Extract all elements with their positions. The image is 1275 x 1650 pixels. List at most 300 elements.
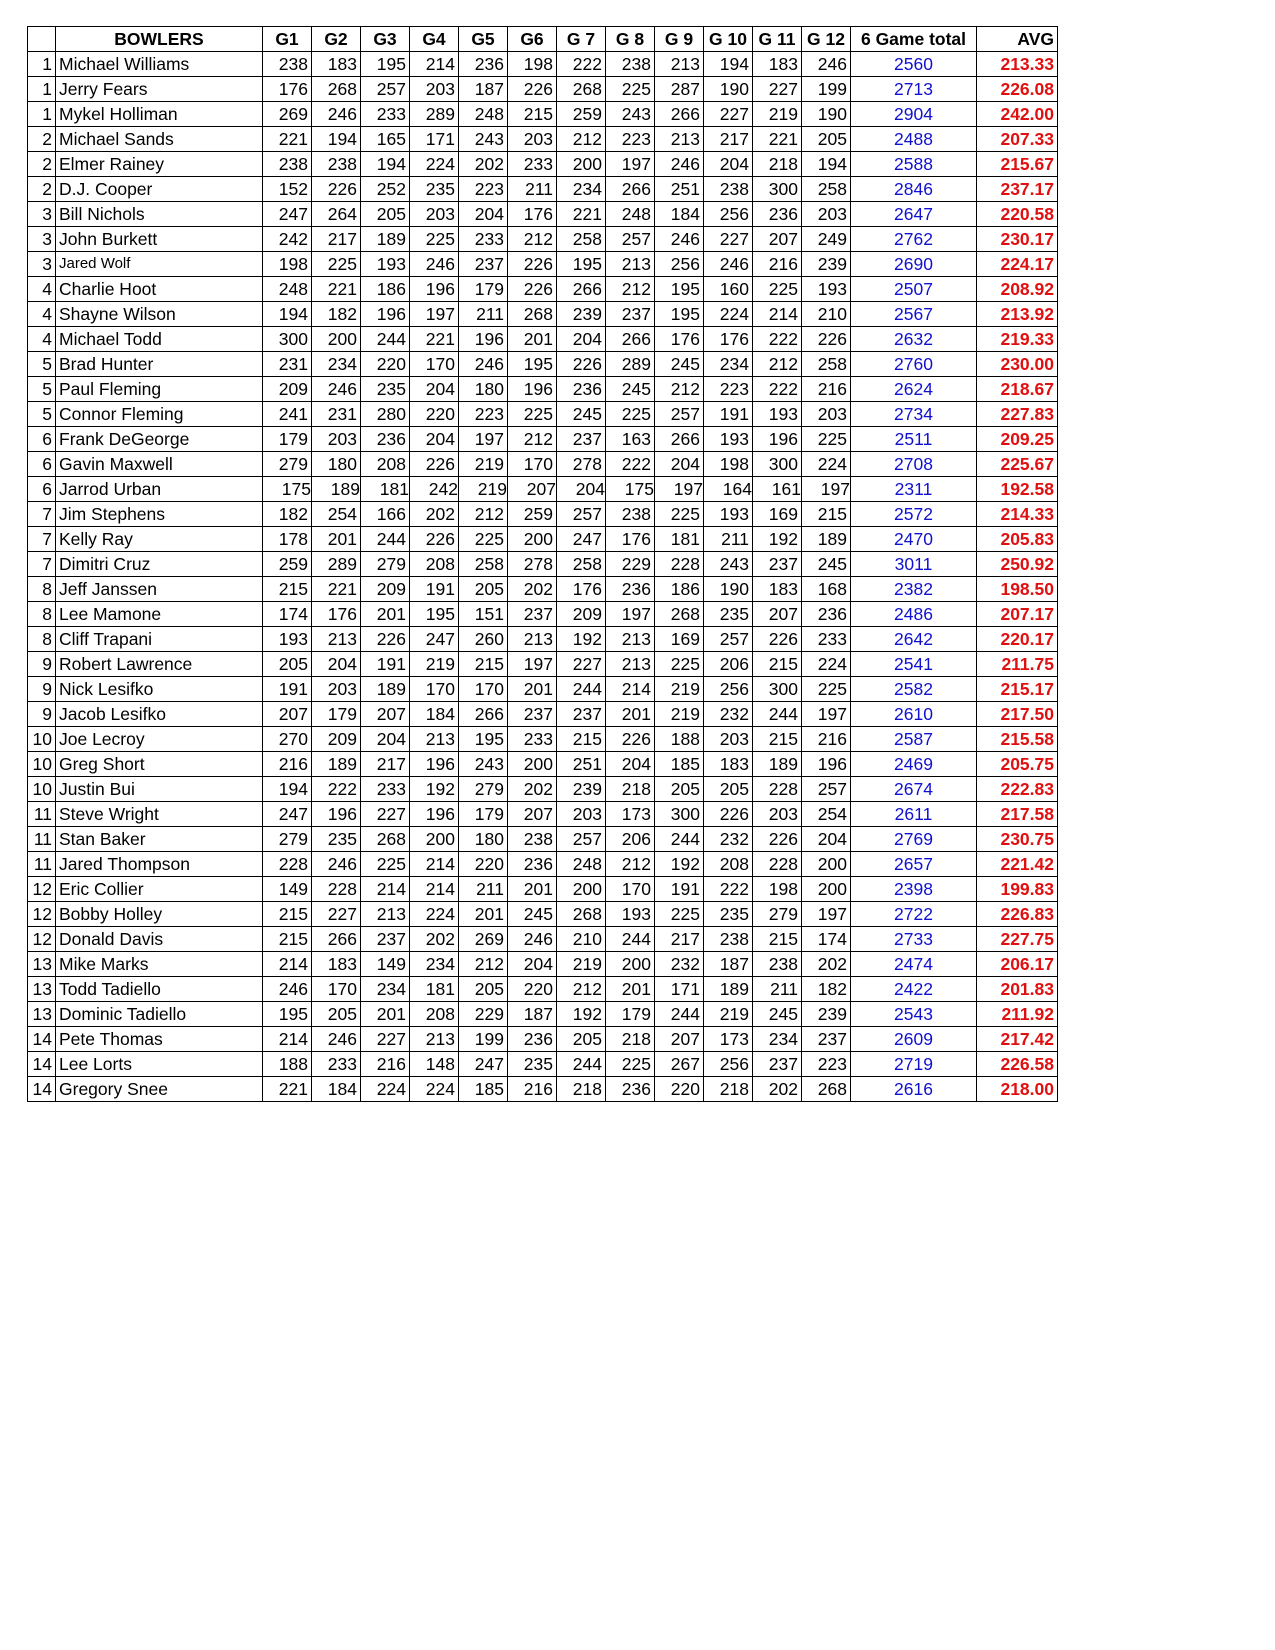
- game-score-g9: 205: [655, 777, 704, 802]
- rank-cell: 4: [28, 327, 56, 352]
- game-score-g11: 219: [753, 102, 802, 127]
- game-score-g3: 225: [361, 852, 410, 877]
- game-score-g3: 201: [361, 602, 410, 627]
- game-score-g8: 193: [606, 902, 655, 927]
- game-score-g3: 209: [361, 577, 410, 602]
- game-score-g6: 235: [508, 1052, 557, 1077]
- rank-cell: 4: [28, 302, 56, 327]
- bowler-name: Jeff Janssen: [56, 577, 263, 602]
- game-score-g9: 225: [655, 652, 704, 677]
- game-score-g11: 234: [753, 1027, 802, 1052]
- game-score-g2: 170: [312, 977, 361, 1002]
- game-score-g1: 270: [263, 727, 312, 752]
- game-score-g1: 279: [263, 827, 312, 852]
- rank-cell: 6: [28, 427, 56, 452]
- game-score-g1: 300: [263, 327, 312, 352]
- game-score-g7: 219: [557, 952, 606, 977]
- game-total: 3011: [851, 552, 977, 577]
- game-score-g3: 279: [361, 552, 410, 577]
- game-score-g1: 198: [263, 252, 312, 277]
- table-row: [28, 452, 1058, 477]
- game-score-g9: 300: [655, 802, 704, 827]
- game-score-g11: 300: [753, 452, 802, 477]
- game-score-g12: 225: [802, 427, 851, 452]
- average: 192.58: [977, 477, 1058, 502]
- game-score-g5: 211: [459, 877, 508, 902]
- game-score-g7: 200: [557, 877, 606, 902]
- game-score-g5: 205: [459, 577, 508, 602]
- table-row: [28, 702, 1058, 727]
- game-score-g11: 238: [753, 952, 802, 977]
- game-total: 2846: [851, 177, 977, 202]
- game-score-g12: 216: [802, 727, 851, 752]
- game-total: 2474: [851, 952, 977, 977]
- game-score-g2: 200: [312, 327, 361, 352]
- game-score-g6: 226: [508, 252, 557, 277]
- game-score-g4: 221: [410, 327, 459, 352]
- game-score-g2: 234: [312, 352, 361, 377]
- game-score-g7: 212: [557, 977, 606, 1002]
- average: 217.58: [977, 802, 1058, 827]
- game-score-g11: 222: [753, 377, 802, 402]
- game-score-g6: 216: [508, 1077, 557, 1102]
- game-total: 2713: [851, 77, 977, 102]
- game-score-g6: 245: [508, 902, 557, 927]
- game-score-g6: 236: [508, 852, 557, 877]
- game-score-g2: 233: [312, 1052, 361, 1077]
- rank-cell: 12: [28, 877, 56, 902]
- game-score-g8: 245: [606, 377, 655, 402]
- table-row: [28, 277, 1058, 302]
- average: 209.25: [977, 427, 1058, 452]
- game-total: 2588: [851, 152, 977, 177]
- game-score-g12: 194: [802, 152, 851, 177]
- header-g3: G3: [361, 27, 410, 52]
- game-score-g4: 224: [410, 902, 459, 927]
- game-score-g8: 225: [606, 1052, 655, 1077]
- game-score-g12: 197: [802, 902, 851, 927]
- game-score-g1: 176: [263, 77, 312, 102]
- game-score-g1: 221: [263, 1077, 312, 1102]
- game-score-g2: 194: [312, 127, 361, 152]
- average: 227.75: [977, 927, 1058, 952]
- game-score-g7: 244: [557, 1052, 606, 1077]
- game-score-g2: 209: [312, 727, 361, 752]
- table-row: [28, 852, 1058, 877]
- bowler-name: Michael Williams: [56, 52, 263, 77]
- game-score-g11: 245: [753, 1002, 802, 1027]
- game-score-g12: 174: [802, 927, 851, 952]
- game-score-g7: 204: [557, 477, 606, 502]
- header-g10: G 10: [704, 27, 753, 52]
- game-score-g4: 224: [410, 152, 459, 177]
- game-score-g8: 243: [606, 102, 655, 127]
- game-score-g8: 206: [606, 827, 655, 852]
- game-score-g1: 149: [263, 877, 312, 902]
- average: 218.00: [977, 1077, 1058, 1102]
- game-score-g12: 236: [802, 602, 851, 627]
- average: 215.67: [977, 152, 1058, 177]
- bowler-name: Lee Lorts: [56, 1052, 263, 1077]
- game-score-g11: 212: [753, 352, 802, 377]
- bowler-name: Dominic Tadiello: [56, 1002, 263, 1027]
- game-score-g2: 180: [312, 452, 361, 477]
- game-score-g8: 176: [606, 527, 655, 552]
- game-score-g7: 221: [557, 202, 606, 227]
- game-score-g1: 209: [263, 377, 312, 402]
- game-score-g10: 218: [704, 1077, 753, 1102]
- rank-cell: 5: [28, 352, 56, 377]
- game-score-g5: 212: [459, 502, 508, 527]
- game-score-g7: 278: [557, 452, 606, 477]
- game-score-g4: 191: [410, 577, 459, 602]
- game-score-g8: 213: [606, 652, 655, 677]
- game-score-g6: 212: [508, 427, 557, 452]
- game-score-g10: 176: [704, 327, 753, 352]
- game-score-g5: 196: [459, 327, 508, 352]
- game-score-g3: 227: [361, 802, 410, 827]
- game-score-g9: 225: [655, 902, 704, 927]
- game-score-g5: 170: [459, 677, 508, 702]
- game-score-g8: 248: [606, 202, 655, 227]
- game-score-g11: 227: [753, 77, 802, 102]
- bowler-name: Dimitri Cruz: [56, 552, 263, 577]
- game-score-g6: 207: [508, 802, 557, 827]
- bowler-name: Brad Hunter: [56, 352, 263, 377]
- bowler-name: Kelly Ray: [56, 527, 263, 552]
- game-score-g5: 223: [459, 402, 508, 427]
- game-score-g12: 189: [802, 527, 851, 552]
- header-avg: AVG: [977, 27, 1058, 52]
- game-score-g1: 248: [263, 277, 312, 302]
- game-score-g1: 182: [263, 502, 312, 527]
- game-score-g9: 266: [655, 427, 704, 452]
- game-score-g12: 224: [802, 452, 851, 477]
- game-score-g11: 183: [753, 577, 802, 602]
- game-score-g7: 192: [557, 1002, 606, 1027]
- game-score-g2: 264: [312, 202, 361, 227]
- game-score-g1: 174: [263, 602, 312, 627]
- game-total: 2582: [851, 677, 977, 702]
- game-score-g8: 218: [606, 777, 655, 802]
- table-row: [28, 1027, 1058, 1052]
- game-score-g7: 248: [557, 852, 606, 877]
- game-score-g4: 202: [410, 502, 459, 527]
- game-score-g6: 212: [508, 227, 557, 252]
- game-score-g3: 186: [361, 277, 410, 302]
- game-score-g7: 239: [557, 777, 606, 802]
- game-score-g9: 197: [655, 477, 704, 502]
- rank-cell: 9: [28, 702, 56, 727]
- game-score-g2: 246: [312, 102, 361, 127]
- game-score-g5: 219: [459, 477, 508, 502]
- game-score-g4: 170: [410, 677, 459, 702]
- game-score-g8: 225: [606, 402, 655, 427]
- game-score-g2: 228: [312, 877, 361, 902]
- game-score-g6: 213: [508, 627, 557, 652]
- game-score-g11: 193: [753, 402, 802, 427]
- table-row: [28, 602, 1058, 627]
- bowler-name: Michael Todd: [56, 327, 263, 352]
- game-score-g9: 188: [655, 727, 704, 752]
- game-score-g2: 221: [312, 277, 361, 302]
- average: 213.33: [977, 52, 1058, 77]
- game-score-g6: 201: [508, 677, 557, 702]
- average: 207.33: [977, 127, 1058, 152]
- game-score-g4: 196: [410, 802, 459, 827]
- game-score-g4: 242: [410, 477, 459, 502]
- header-g12: G 12: [802, 27, 851, 52]
- table-row: [28, 177, 1058, 202]
- game-score-g2: 184: [312, 1077, 361, 1102]
- game-total: 2624: [851, 377, 977, 402]
- game-total: 2616: [851, 1077, 977, 1102]
- game-score-g12: 215: [802, 502, 851, 527]
- game-total: 2657: [851, 852, 977, 877]
- table-row: [28, 877, 1058, 902]
- game-score-g4: 214: [410, 852, 459, 877]
- game-score-g8: 197: [606, 152, 655, 177]
- game-score-g10: 160: [704, 277, 753, 302]
- game-score-g12: 196: [802, 752, 851, 777]
- table-row: [28, 427, 1058, 452]
- game-score-g5: 197: [459, 427, 508, 452]
- game-score-g10: 243: [704, 552, 753, 577]
- game-score-g2: 183: [312, 952, 361, 977]
- game-score-g6: 225: [508, 402, 557, 427]
- average: 226.08: [977, 77, 1058, 102]
- rank-cell: 8: [28, 602, 56, 627]
- bowler-name: Shayne Wilson: [56, 302, 263, 327]
- game-score-g9: 185: [655, 752, 704, 777]
- game-total: 2382: [851, 577, 977, 602]
- game-score-g9: 266: [655, 102, 704, 127]
- game-score-g8: 257: [606, 227, 655, 252]
- game-score-g12: 197: [802, 477, 851, 502]
- average: 227.83: [977, 402, 1058, 427]
- rank-cell: 10: [28, 727, 56, 752]
- game-score-g3: 208: [361, 452, 410, 477]
- game-score-g7: 257: [557, 502, 606, 527]
- game-score-g3: 204: [361, 727, 410, 752]
- average: 219.33: [977, 327, 1058, 352]
- game-score-g6: 246: [508, 927, 557, 952]
- game-score-g1: 152: [263, 177, 312, 202]
- table-row: [28, 227, 1058, 252]
- game-score-g3: 213: [361, 902, 410, 927]
- average: 215.58: [977, 727, 1058, 752]
- rank-cell: 12: [28, 902, 56, 927]
- table-row: [28, 402, 1058, 427]
- game-score-g10: 224: [704, 302, 753, 327]
- rank-cell: 11: [28, 852, 56, 877]
- game-score-g9: 213: [655, 127, 704, 152]
- game-score-g7: 258: [557, 227, 606, 252]
- game-score-g2: 225: [312, 252, 361, 277]
- game-score-g12: 199: [802, 77, 851, 102]
- game-score-g3: 214: [361, 877, 410, 902]
- game-score-g2: 217: [312, 227, 361, 252]
- header-g7: G 7: [557, 27, 606, 52]
- game-score-g11: 236: [753, 202, 802, 227]
- table-row: [28, 727, 1058, 752]
- game-score-g5: 237: [459, 252, 508, 277]
- table-row: [28, 327, 1058, 352]
- game-score-g2: 205: [312, 1002, 361, 1027]
- game-score-g9: 181: [655, 527, 704, 552]
- game-score-g2: 221: [312, 577, 361, 602]
- game-score-g7: 268: [557, 902, 606, 927]
- header-total: 6 Game total: [851, 27, 977, 52]
- game-score-g6: 197: [508, 652, 557, 677]
- game-score-g3: 217: [361, 752, 410, 777]
- game-score-g10: 206: [704, 652, 753, 677]
- table-row: [28, 627, 1058, 652]
- game-score-g8: 238: [606, 502, 655, 527]
- game-score-g5: 180: [459, 377, 508, 402]
- game-score-g2: 176: [312, 602, 361, 627]
- game-score-g9: 246: [655, 152, 704, 177]
- game-total: 2609: [851, 1027, 977, 1052]
- game-score-g12: 216: [802, 377, 851, 402]
- game-score-g3: 268: [361, 827, 410, 852]
- game-score-g9: 228: [655, 552, 704, 577]
- game-score-g6: 170: [508, 452, 557, 477]
- rank-cell: 4: [28, 277, 56, 302]
- game-score-g7: 257: [557, 827, 606, 852]
- rank-cell: 13: [28, 977, 56, 1002]
- game-score-g8: 173: [606, 802, 655, 827]
- rank-cell: 14: [28, 1077, 56, 1102]
- game-score-g12: 204: [802, 827, 851, 852]
- game-score-g10: 227: [704, 102, 753, 127]
- game-score-g10: 193: [704, 427, 753, 452]
- game-score-g4: 204: [410, 427, 459, 452]
- game-score-g9: 169: [655, 627, 704, 652]
- rank-cell: 3: [28, 252, 56, 277]
- rank-cell: 8: [28, 627, 56, 652]
- game-score-g4: 247: [410, 627, 459, 652]
- game-score-g4: 170: [410, 352, 459, 377]
- game-total: 2511: [851, 427, 977, 452]
- game-score-g11: 198: [753, 877, 802, 902]
- game-score-g2: 201: [312, 527, 361, 552]
- game-score-g12: 226: [802, 327, 851, 352]
- game-score-g1: 178: [263, 527, 312, 552]
- table-row: [28, 302, 1058, 327]
- game-score-g11: 218: [753, 152, 802, 177]
- rank-cell: 10: [28, 777, 56, 802]
- game-score-g11: 202: [753, 1077, 802, 1102]
- game-score-g1: 193: [263, 627, 312, 652]
- average: 207.17: [977, 602, 1058, 627]
- game-total: 2543: [851, 1002, 977, 1027]
- game-score-g6: 278: [508, 552, 557, 577]
- game-score-g6: 215: [508, 102, 557, 127]
- game-score-g4: 171: [410, 127, 459, 152]
- game-score-g11: 244: [753, 702, 802, 727]
- game-score-g12: 203: [802, 202, 851, 227]
- bowler-name: Bobby Holley: [56, 902, 263, 927]
- game-total: 2733: [851, 927, 977, 952]
- rank-cell: 14: [28, 1052, 56, 1077]
- game-score-g2: 182: [312, 302, 361, 327]
- table-row: [28, 1052, 1058, 1077]
- game-score-g4: 234: [410, 952, 459, 977]
- bowling-scores-table: [27, 26, 1058, 1102]
- game-score-g2: 246: [312, 852, 361, 877]
- game-score-g6: 200: [508, 752, 557, 777]
- game-score-g4: 214: [410, 877, 459, 902]
- game-score-g1: 194: [263, 777, 312, 802]
- table-row: [28, 977, 1058, 1002]
- game-score-g5: 229: [459, 1002, 508, 1027]
- header-g1: G1: [263, 27, 312, 52]
- game-score-g9: 257: [655, 402, 704, 427]
- game-score-g5: 220: [459, 852, 508, 877]
- game-score-g11: 237: [753, 1052, 802, 1077]
- game-score-g1: 214: [263, 952, 312, 977]
- average: 205.75: [977, 752, 1058, 777]
- game-score-g7: 251: [557, 752, 606, 777]
- game-score-g3: 220: [361, 352, 410, 377]
- average: 201.83: [977, 977, 1058, 1002]
- game-score-g8: 218: [606, 1027, 655, 1052]
- game-score-g4: 289: [410, 102, 459, 127]
- game-score-g6: 207: [508, 477, 557, 502]
- game-score-g6: 220: [508, 977, 557, 1002]
- game-score-g6: 204: [508, 952, 557, 977]
- header-g4: G4: [410, 27, 459, 52]
- game-score-g8: 179: [606, 1002, 655, 1027]
- game-score-g7: 245: [557, 402, 606, 427]
- game-score-g10: 257: [704, 627, 753, 652]
- table-row: [28, 1077, 1058, 1102]
- game-score-g6: 237: [508, 602, 557, 627]
- game-score-g1: 215: [263, 927, 312, 952]
- game-score-g5: 258: [459, 552, 508, 577]
- game-score-g4: 196: [410, 752, 459, 777]
- rank-cell: 13: [28, 952, 56, 977]
- bowler-name: Jerry Fears: [56, 77, 263, 102]
- game-score-g12: 258: [802, 352, 851, 377]
- game-score-g7: 203: [557, 802, 606, 827]
- bowler-name: Cliff Trapani: [56, 627, 263, 652]
- game-total: 2311: [851, 477, 977, 502]
- game-score-g5: 266: [459, 702, 508, 727]
- game-score-g2: 203: [312, 427, 361, 452]
- average: 224.17: [977, 252, 1058, 277]
- game-score-g11: 300: [753, 177, 802, 202]
- game-total: 2708: [851, 452, 977, 477]
- game-score-g11: 221: [753, 127, 802, 152]
- game-score-g7: 268: [557, 77, 606, 102]
- game-score-g11: 207: [753, 227, 802, 252]
- table-row: [28, 52, 1058, 77]
- game-score-g3: 196: [361, 302, 410, 327]
- bowler-name: Jim Stephens: [56, 502, 263, 527]
- game-score-g11: 183: [753, 52, 802, 77]
- rank-cell: 6: [28, 452, 56, 477]
- rank-cell: 2: [28, 127, 56, 152]
- average: 208.92: [977, 277, 1058, 302]
- game-score-g10: 246: [704, 252, 753, 277]
- game-score-g9: 251: [655, 177, 704, 202]
- game-score-g10: 223: [704, 377, 753, 402]
- game-score-g10: 190: [704, 577, 753, 602]
- game-score-g12: 202: [802, 952, 851, 977]
- game-score-g1: 188: [263, 1052, 312, 1077]
